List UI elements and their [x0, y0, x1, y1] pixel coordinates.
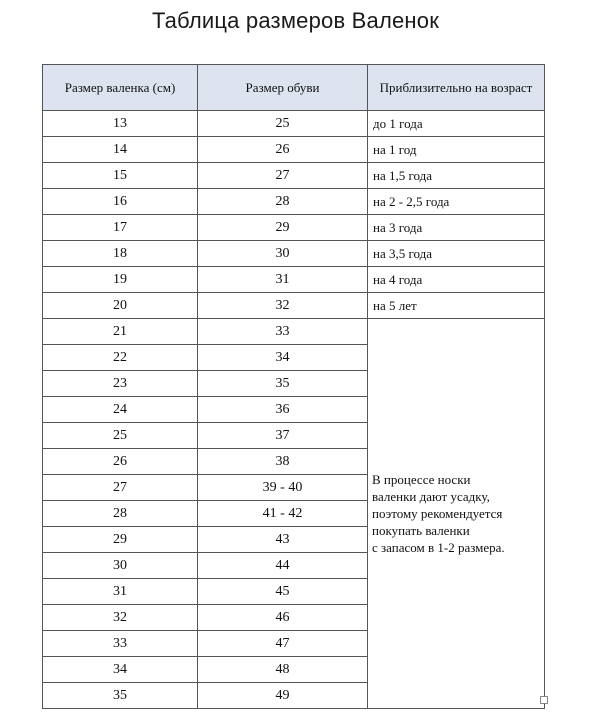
felt-size-cell: 20 — [43, 293, 198, 319]
felt-size-cell: 25 — [43, 423, 198, 449]
shoe-size-cell: 35 — [198, 371, 368, 397]
felt-size-cell: 17 — [43, 215, 198, 241]
header-felt-size: Размер валенка (см) — [43, 65, 198, 111]
table-row — [43, 319, 545, 345]
shoe-size-cell: 46 — [198, 605, 368, 631]
felt-size-cell: 26 — [43, 449, 198, 475]
felt-size-cell: 21 — [43, 319, 198, 345]
felt-size-cell: 35 — [43, 683, 198, 709]
felt-size-cell: 29 — [43, 527, 198, 553]
shoe-size-cell: 38 — [198, 449, 368, 475]
age-cell: на 2 - 2,5 года — [368, 189, 545, 215]
shoe-size-cell: 49 — [198, 683, 368, 709]
shoe-size-cell: 31 — [198, 267, 368, 293]
shrinkage-note — [368, 319, 545, 709]
age-cell: на 3 года — [368, 215, 545, 241]
shoe-size-cell: 33 — [198, 319, 368, 345]
shoe-size-cell: 37 — [198, 423, 368, 449]
header-age: Приблизительно на возраст — [368, 65, 545, 111]
age-cell: на 5 лет — [368, 293, 545, 319]
shoe-size-cell: 28 — [198, 189, 368, 215]
felt-size-cell: 13 — [43, 111, 198, 137]
age-cell: на 1,5 года — [368, 163, 545, 189]
felt-size-cell: 18 — [43, 241, 198, 267]
shoe-size-cell: 25 — [198, 111, 368, 137]
shoe-size-cell: 36 — [198, 397, 368, 423]
shoe-size-cell: 32 — [198, 293, 368, 319]
table-header-row — [43, 65, 545, 111]
felt-size-cell: 23 — [43, 371, 198, 397]
felt-size-cell: 24 — [43, 397, 198, 423]
table-row — [43, 111, 545, 137]
header-shoe-size: Размер обуви — [198, 65, 368, 111]
shoe-size-cell: 39 - 40 — [198, 475, 368, 501]
shoe-size-cell: 43 — [198, 527, 368, 553]
note-line: покупать валенки — [372, 523, 470, 538]
note-line: В процессе носки — [372, 472, 471, 487]
felt-size-cell: 27 — [43, 475, 198, 501]
felt-size-cell: 33 — [43, 631, 198, 657]
felt-size-cell: 22 — [43, 345, 198, 371]
table-row — [43, 137, 545, 163]
felt-size-cell: 16 — [43, 189, 198, 215]
felt-size-cell: 14 — [43, 137, 198, 163]
shoe-size-cell: 30 — [198, 241, 368, 267]
table-row — [43, 241, 545, 267]
table-row — [43, 215, 545, 241]
shoe-size-cell: 26 — [198, 137, 368, 163]
felt-size-cell: 34 — [43, 657, 198, 683]
page-title: Таблица размеров Валенок — [151, 8, 440, 33]
age-cell: на 1 год — [368, 137, 545, 163]
table-row — [43, 267, 545, 293]
felt-size-cell: 30 — [43, 553, 198, 579]
shoe-size-cell: 29 — [198, 215, 368, 241]
table-row — [43, 163, 545, 189]
shoe-size-cell: 48 — [198, 657, 368, 683]
felt-size-cell: 32 — [43, 605, 198, 631]
age-cell: на 4 года — [368, 267, 545, 293]
size-table — [42, 64, 545, 709]
age-cell: до 1 года — [368, 111, 545, 137]
note-line: поэтому рекомендуется — [372, 506, 503, 521]
shoe-size-cell: 44 — [198, 553, 368, 579]
felt-size-cell: 31 — [43, 579, 198, 605]
shoe-size-cell: 27 — [198, 163, 368, 189]
shoe-size-cell: 45 — [198, 579, 368, 605]
felt-size-cell: 15 — [43, 163, 198, 189]
felt-size-cell: 28 — [43, 501, 198, 527]
table-row — [43, 293, 545, 319]
resize-handle[interactable] — [540, 696, 548, 704]
note-line: с запасом в 1-2 размера. — [372, 540, 505, 555]
table-body — [43, 111, 545, 709]
table-row — [43, 189, 545, 215]
note-line: валенки дают усадку, — [372, 489, 490, 504]
felt-size-cell: 19 — [43, 267, 198, 293]
shoe-size-cell: 34 — [198, 345, 368, 371]
shoe-size-cell: 41 - 42 — [198, 501, 368, 527]
shoe-size-cell: 47 — [198, 631, 368, 657]
age-cell: на 3,5 года — [368, 241, 545, 267]
